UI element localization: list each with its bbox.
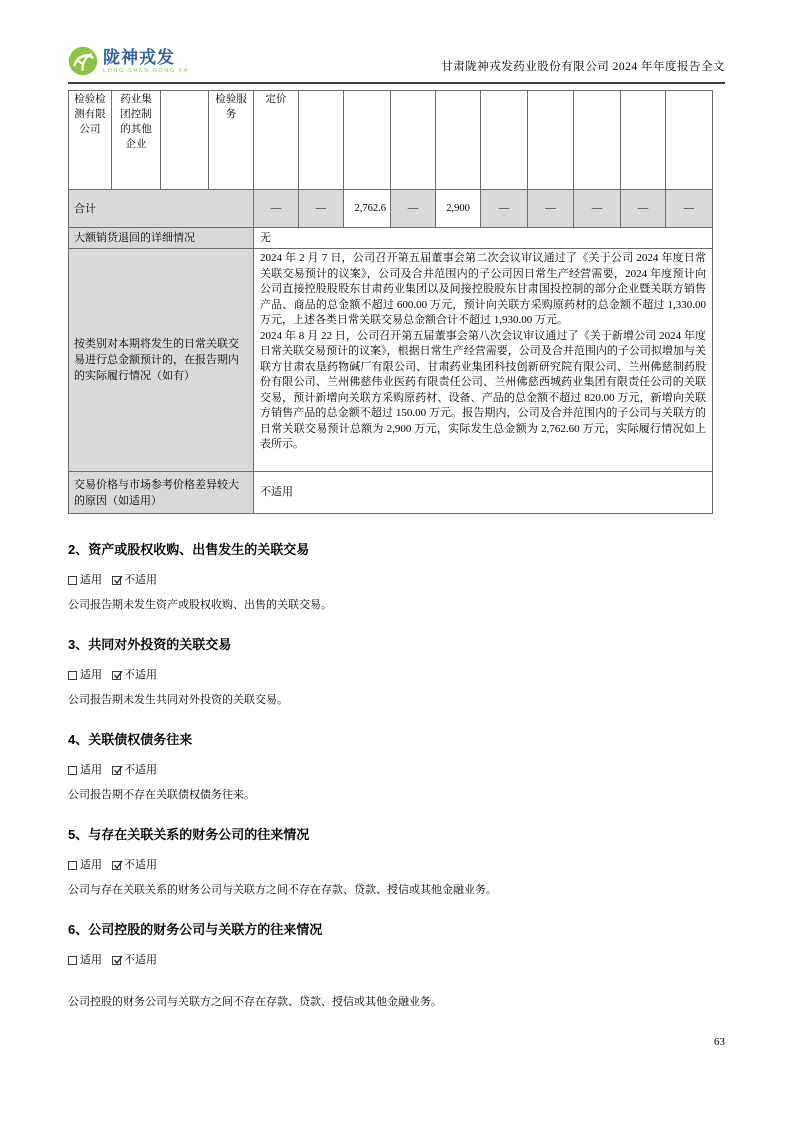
- price-diff-value: 不适用: [254, 472, 713, 514]
- returns-value: 无: [254, 228, 713, 249]
- header-divider: [68, 82, 725, 84]
- company-logo: [68, 46, 189, 76]
- brand-name-cn: 陇神戎发: [103, 48, 175, 67]
- section-3-applicability: [68, 668, 725, 683]
- not-apply-option: [112, 573, 157, 588]
- unchecked-checkbox-icon: [68, 766, 77, 775]
- section-2-body: 公司报告期未发生资产或股权收购、出售的关联交易。: [68, 599, 332, 611]
- cell-empty: [621, 91, 666, 190]
- sections-container: [68, 530, 725, 1010]
- total-value: —: [481, 190, 528, 228]
- apply-option: [68, 668, 102, 683]
- not-apply-label: 不适用: [124, 859, 157, 871]
- apply-option: [68, 763, 102, 778]
- unchecked-checkbox-icon: [68, 956, 77, 965]
- cell-empty: [528, 91, 574, 190]
- not-apply-label: 不适用: [124, 669, 157, 681]
- cell-empty: [161, 91, 209, 190]
- not-apply-label: 不适用: [124, 954, 157, 966]
- cell-empty: [299, 91, 344, 190]
- related-party-transactions-table: [68, 90, 713, 514]
- checked-checkbox-icon: [112, 861, 121, 870]
- not-apply-option: [112, 668, 157, 683]
- cell-empty: [666, 91, 713, 190]
- section-2-applicability: [68, 573, 725, 588]
- cell-empty: [436, 91, 481, 190]
- apply-label: 适用: [80, 954, 102, 966]
- total-value: —: [574, 190, 621, 228]
- apply-option: [68, 953, 102, 968]
- page-number: 63: [714, 1036, 725, 1048]
- not-apply-label: 不适用: [124, 764, 157, 776]
- total-value: —: [299, 190, 344, 228]
- cell-empty: [391, 91, 436, 190]
- section-4-applicability: [68, 763, 725, 778]
- brand-name-en: LONG SHEN RONG FA: [103, 68, 189, 74]
- checked-checkbox-icon: [112, 766, 121, 775]
- section-4-title: 4、关联债权债务往来: [68, 732, 193, 747]
- total-amount-approved: 2,900: [436, 190, 481, 228]
- unchecked-checkbox-icon: [68, 576, 77, 585]
- checked-checkbox-icon: [112, 576, 121, 585]
- section-3-title: 3、共同对外投资的关联交易: [68, 637, 232, 652]
- not-apply-label: 不适用: [124, 574, 157, 586]
- apply-option: [68, 858, 102, 873]
- performance-value: [254, 249, 713, 472]
- page-header: [68, 44, 725, 82]
- cell-content: 检验服务: [209, 91, 254, 190]
- table-row: [69, 91, 713, 190]
- cell-pricing: 定价: [254, 91, 299, 190]
- unchecked-checkbox-icon: [68, 671, 77, 680]
- total-value: —: [528, 190, 574, 228]
- table-row-returns: [69, 228, 713, 249]
- document-title: 甘肃陇神戎发药业股份有限公司 2024 年年度报告全文: [441, 61, 725, 73]
- not-apply-option: [112, 858, 157, 873]
- checked-checkbox-icon: [112, 956, 121, 965]
- cell-empty: [344, 91, 391, 190]
- returns-label: 大额销货退回的详细情况: [69, 228, 254, 249]
- section-2-title: 2、资产或股权收购、出售发生的关联交易: [68, 542, 310, 557]
- performance-paragraph-1: 2024 年 2 月 7 日，公司召开第五届董事会第二次会议审议通过了《关于公司 2024 年度日常关联交易预计的议案》，公司及合并范围内的子公司因日常生产经营需要，2024 年度预计向公司直接控股股股东甘肃药业集团以及间接控股股东甘肃国投控制的部分企业暨关联方销售产品、商品的总金额不超过 600.00 万元，预计向关联方采购原药材的总金额不超过 1,330.00 万元，上述各类日常关联交易总金额合计不超过 1,930.00 万元。: [260, 252, 706, 326]
- total-value: —: [254, 190, 299, 228]
- total-label: 合计: [69, 190, 254, 228]
- section-6-body: 公司控股的财务公司与关联方之间不存在存款、贷款、授信或其他金融业务。: [68, 996, 442, 1008]
- cell-empty: [481, 91, 528, 190]
- section-5-body: 公司与存在关联关系的财务公司与关联方之间不存在存款、贷款、授信或其他金融业务。: [68, 884, 497, 896]
- performance-label: 按类别对本期将发生的日常关联交易进行总金额预计的，在报告期内的实际履行情况（如有）: [69, 249, 254, 472]
- unchecked-checkbox-icon: [68, 861, 77, 870]
- apply-label: 适用: [80, 764, 102, 776]
- total-amount-actual: 2,762.6: [344, 190, 391, 228]
- total-value: —: [621, 190, 666, 228]
- table-row-price-diff: [69, 472, 713, 514]
- apply-label: 适用: [80, 669, 102, 681]
- section-4-body: 公司报告期不存在关联债权债务往来。: [68, 789, 255, 801]
- not-apply-option: [112, 763, 157, 778]
- cell-relation: 药业集团控制的其他企业: [112, 91, 161, 190]
- cell-company: 检验检测有限公司: [69, 91, 112, 190]
- apply-option: [68, 573, 102, 588]
- section-6-applicability: [68, 953, 725, 968]
- price-diff-label: 交易价格与市场参考价格差异较大的原因（如适用）: [69, 472, 254, 514]
- checked-checkbox-icon: [112, 671, 121, 680]
- not-apply-option: [112, 953, 157, 968]
- apply-label: 适用: [80, 574, 102, 586]
- table-row-performance: [69, 249, 713, 472]
- total-row: [69, 190, 713, 228]
- section-5-applicability: [68, 858, 725, 873]
- cell-empty: [574, 91, 621, 190]
- total-value: —: [391, 190, 436, 228]
- total-value: —: [666, 190, 713, 228]
- logo-swoosh-icon: [68, 46, 98, 76]
- section-5-title: 5、与存在关联关系的财务公司的往来情况: [68, 827, 310, 842]
- section-6-title: 6、公司控股的财务公司与关联方的往来情况: [68, 922, 323, 937]
- performance-paragraph-2: 2024 年 8 月 22 日，公司召开第五届董事会第八次会议审议通过了《关于新增公司 2024 年度日常关联交易预计的议案》，根据日常生产经营需要，公司及合并范围内的子公司拟增加与关联方甘肃农垦药物碱厂有限公司、甘肃药业集团科技创新研究院有限公司、兰州佛慈制药股份有限公司、兰州佛慈伟业医药有限责任公司、兰州佛慈西城药业集团有限责任公司的关联交易，预计新增向关联方采购原药材、设备、产品的总金额不超过 820.00 万元，新增向关联方销售产品的总金额不超过 150.00 万元。报告期内，公司及合并范围内的子公司与关联方的日常关联交易预计总额为 2,900 万元，实际发生总金额为 2,762.60 万元，实际履行情况如上表所示。: [260, 329, 706, 450]
- section-3-body: 公司报告期未发生共同对外投资的关联交易。: [68, 694, 288, 706]
- apply-label: 适用: [80, 859, 102, 871]
